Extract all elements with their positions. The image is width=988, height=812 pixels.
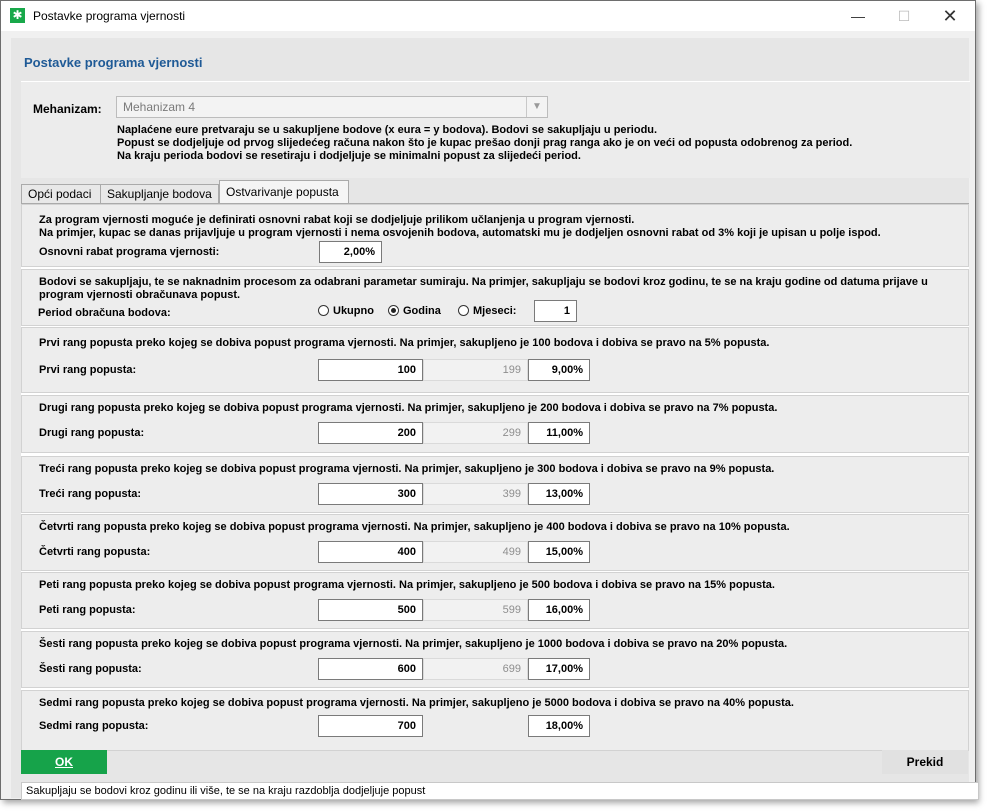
radio-label: Ukupno [333,305,374,317]
mechanism-select[interactable] [116,96,548,118]
radio-godina[interactable] [388,305,441,317]
radio-mjeseci[interactable] [458,305,516,317]
base-rebate-section [21,204,969,267]
rank-description: Sedmi rang popusta preko kojeg se dobiva popust programa vjernosti. Na primjer, sakupljeno je 5000 bodova i dobiva se pravo na 40% popusta. [39,697,794,709]
maximize-button[interactable]: ☐ [897,8,911,24]
rank-discount-input[interactable]: 11,00% [528,422,590,444]
close-button[interactable]: ✕ [942,6,958,26]
rank-to-field: 299 [423,422,528,444]
rank-to-field: 699 [423,658,528,680]
radio-circle[interactable] [388,305,399,316]
rank-discount-input[interactable]: 16,00% [528,599,590,621]
rank-label: Treći rang popusta: [39,488,142,500]
tab-opci-podaci[interactable]: Opći podaci [21,184,101,204]
rank-section-7 [21,690,969,751]
rank-to-field: 399 [423,483,528,505]
page-title: Postavke programa vjernosti [24,55,203,70]
rank-description: Treći rang popusta preko kojeg se dobiva popust programa vjernosti. Na primjer, sakupljeno je 300 bodova i dobiva se pravo na 9% popusta. [39,463,775,475]
radio-label: Mjeseci: [473,305,517,317]
rank-from-input[interactable]: 700 [318,715,423,737]
rank-section-4 [21,514,969,571]
rank-from-input[interactable]: 600 [318,658,423,680]
ok-button[interactable]: OK [21,750,107,774]
window-title: Postavke programa vjernosti [33,9,186,23]
rank-label: Šesti rang popusta: [39,663,142,675]
months-input[interactable]: 1 [534,300,577,322]
base-rebate-label: Osnovni rabat programa vjernosti: [39,246,220,258]
rank-to-field: 499 [423,541,528,563]
rank-from-input[interactable]: 400 [318,541,423,563]
rank-section-1 [21,327,969,393]
rank-section-5 [21,572,969,629]
mechanism-panel [21,81,970,178]
tab-bar [21,180,969,204]
rank-from-input[interactable]: 200 [318,422,423,444]
mechanism-description-line: Na kraju perioda bodovi se resetiraju i dodjeljuje se minimalni popust za slijedeći period. [117,150,581,162]
mechanism-description-line: Popust se dodjeljuje od prvog slijedećeg računa nakon što je kupac prešao donji prag ranga ako je on veći od popusta odobrenog za period. [117,137,853,149]
rank-section-2 [21,395,969,453]
chevron-down-icon[interactable]: ▼ [526,97,547,117]
rank-label: Drugi rang popusta: [39,427,145,439]
rank-to-field: 199 [423,359,528,381]
rank-section-6 [21,631,969,688]
base-rebate-description [39,214,881,240]
rank-from-input[interactable]: 100 [318,359,423,381]
title-bar [1,1,975,31]
cancel-button[interactable]: Prekid [882,750,968,774]
rank-description: Šesti rang popusta preko kojeg se dobiva popust programa vjernosti. Na primjer, sakupljeno je 1000 bodova i dobiva se pravo na 20% popusta. [39,638,788,650]
rank-discount-input[interactable]: 9,00% [528,359,590,381]
dialog-content [11,38,969,798]
description-line: Za program vjernosti moguće je definirati osnovni rabat koji se dodjeljuje prilikom učlanjenja u program vjernosti. [39,214,635,226]
description-line: Na primjer, kupac se danas prijavljuje u program vjernosti i nema osvojenih bodova, automatski mu je dodjeljen osnovni rabat od 3% koji je upisan u polje ispod. [39,227,881,239]
minimize-button[interactable]: — [851,8,865,24]
tab-sakupljanje-bodova[interactable]: Sakupljanje bodova [100,184,219,204]
radio-circle[interactable] [318,305,329,316]
radio-ukupno[interactable] [318,305,374,317]
tab-content [21,203,969,751]
rank-description: Drugi rang popusta preko kojeg se dobiva popust programa vjernosti. Na primjer, sakupljeno je 200 bodova i dobiva se pravo na 7% popusta. [39,402,778,414]
rank-label: Prvi rang popusta: [39,364,137,376]
rank-description: Peti rang popusta preko kojeg se dobiva popust programa vjernosti. Na primjer, sakupljeno je 500 bodova i dobiva se pravo na 15% popusta. [39,579,775,591]
base-rebate-input[interactable]: 2,00% [319,241,382,263]
rank-discount-input[interactable]: 13,00% [528,483,590,505]
description-line: program vjernosti obračunava popust. [39,289,241,301]
description-line: Bodovi se sakupljaju, te se naknadnim procesom za odabrani parametar sumiraju. Na primjer, sakupljaju se bodovi kroz godinu, te se na kraju godine od datuma prijave u [39,276,928,288]
rank-description: Četvrti rang popusta preko kojeg se dobiva popust programa vjernosti. Na primjer, sakupljeno je 400 bodova i dobiva se pravo na 10% popusta. [39,521,790,533]
rank-discount-input[interactable]: 17,00% [528,658,590,680]
rank-to-field: 599 [423,599,528,621]
app-logo-icon: ✱ [10,8,25,23]
rank-label: Četvrti rang popusta: [39,546,151,558]
rank-discount-input[interactable]: 18,00% [528,715,590,737]
mechanism-description-line: Naplaćene eure pretvaraju se u sakupljene bodove (x eura = y bodova). Bodovi se sakupljaju u periodu. [117,124,658,136]
period-label: Period obračuna bodova: [38,307,171,319]
mechanism-value: Mehanizam 4 [123,100,196,114]
rank-label: Peti rang popusta: [39,604,136,616]
tab-ostvarivanje-popusta[interactable]: Ostvarivanje popusta [219,180,349,204]
rank-section-3 [21,456,969,513]
rank-label: Sedmi rang popusta: [39,720,149,732]
period-description [39,276,928,302]
mechanism-label: Mehanizam: [33,102,102,116]
radio-label: Godina [403,305,441,317]
rank-from-input[interactable]: 300 [318,483,423,505]
radio-circle[interactable] [458,305,469,316]
mechanism-description [117,124,852,163]
status-bar: Sakupljaju se bodovi kroz godinu ili više, te se na kraju razdoblja dodjeljuje popust [21,782,979,800]
rank-from-input[interactable]: 500 [318,599,423,621]
rank-discount-input[interactable]: 15,00% [528,541,590,563]
rank-description: Prvi rang popusta preko kojeg se dobiva popust programa vjernosti. Na primjer, sakupljeno je 100 bodova i dobiva se pravo na 5% popusta. [39,337,770,349]
